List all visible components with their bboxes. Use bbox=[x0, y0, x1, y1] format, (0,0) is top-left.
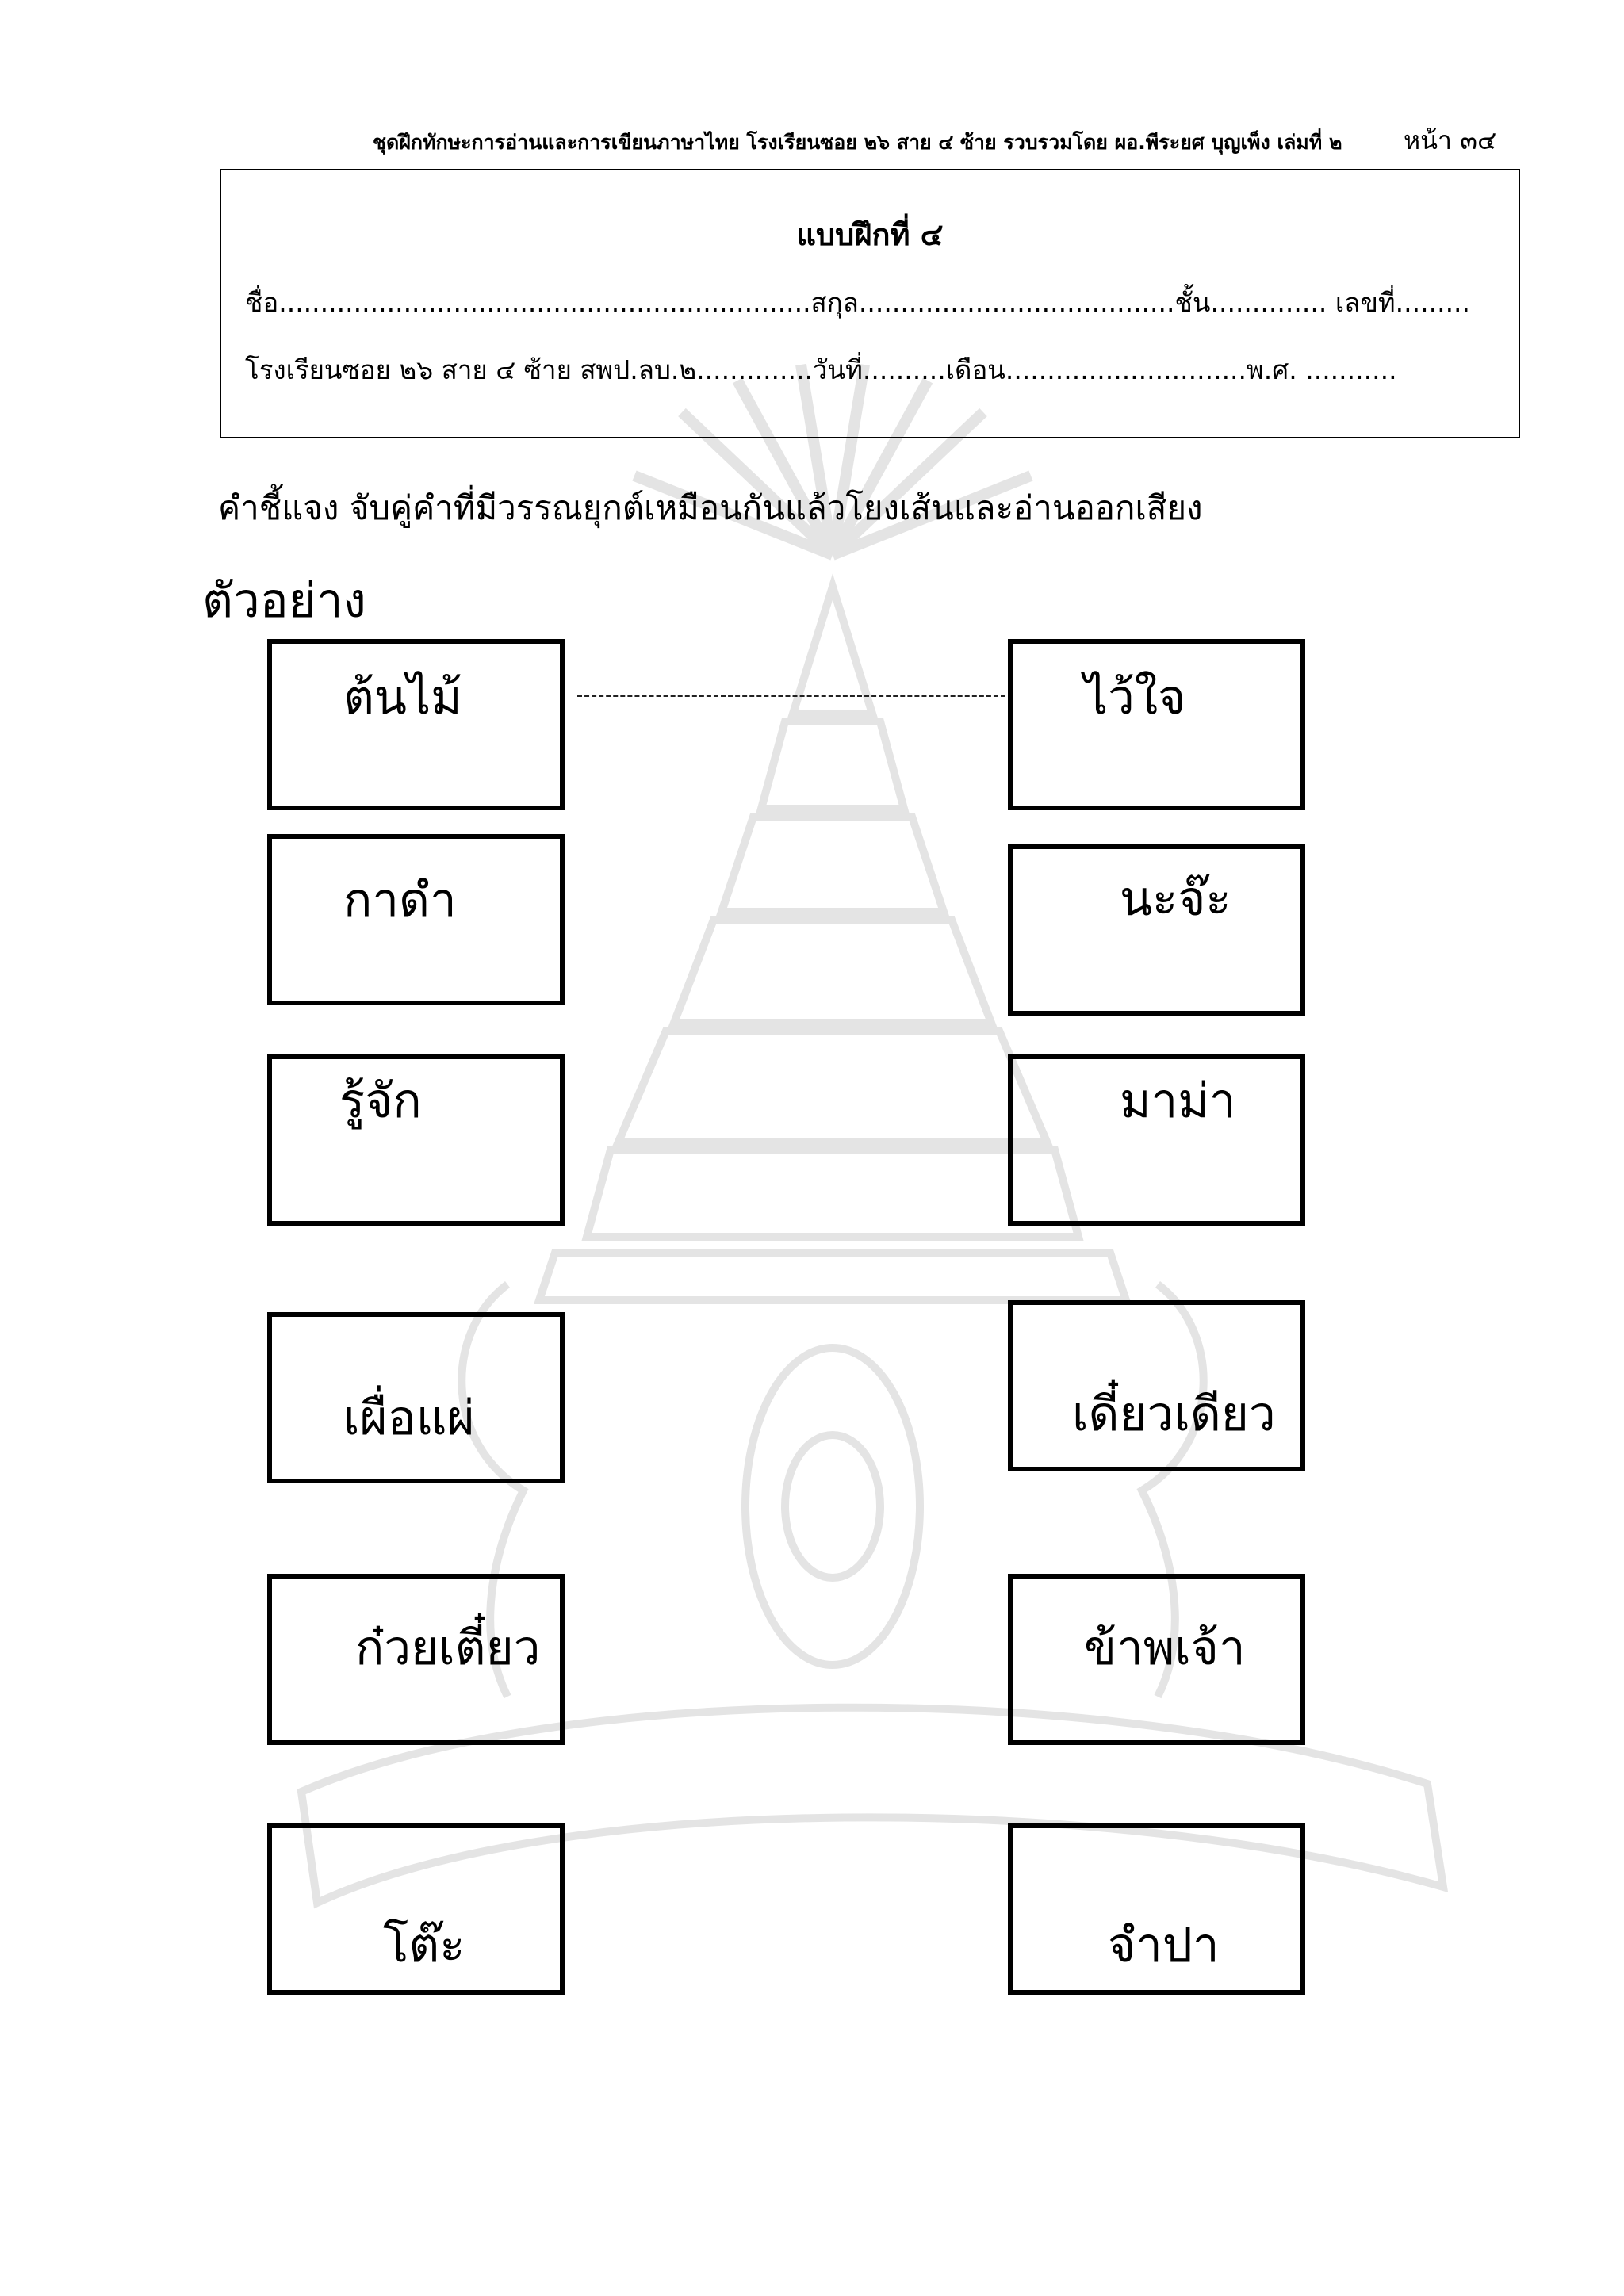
left-word-box-5[interactable] bbox=[267, 1574, 565, 1745]
right-word-5: ข้าพเจ้า bbox=[1084, 1621, 1246, 1676]
left-word-1: ต้นไม้ bbox=[343, 670, 462, 725]
right-word-4: เดี๋ยวเดียว bbox=[1072, 1387, 1276, 1442]
left-word-4: เผื่อแผ่ bbox=[343, 1391, 475, 1446]
right-word-box-6[interactable] bbox=[1008, 1823, 1305, 1995]
right-word-box-2[interactable] bbox=[1008, 844, 1305, 1016]
left-word-box-4[interactable] bbox=[267, 1312, 565, 1483]
right-word-2: นะจ๊ะ bbox=[1120, 871, 1231, 927]
right-word-6: จำปา bbox=[1108, 1918, 1220, 1973]
left-word-2: กาดำ bbox=[343, 873, 457, 928]
page-header bbox=[373, 127, 1522, 159]
left-word-box-3[interactable] bbox=[267, 1054, 565, 1226]
right-word-box-1[interactable] bbox=[1008, 639, 1305, 810]
right-word-3: มาม่า bbox=[1120, 1073, 1236, 1129]
left-word-box-6[interactable] bbox=[267, 1823, 565, 1995]
left-word-6: โต๊ะ bbox=[383, 1918, 465, 1973]
left-word-box-1[interactable] bbox=[267, 639, 565, 810]
left-word-5: ก๋วยเตี๋ยว bbox=[355, 1621, 541, 1676]
right-word-box-5[interactable] bbox=[1008, 1574, 1305, 1745]
instruction-text: คำชี้แจง จับคู่คำที่มีวรรณยุกต์เหมือนกันแล้วโยงเส้นและอ่านออกเสียง bbox=[218, 488, 1203, 527]
student-info-box bbox=[220, 169, 1520, 438]
exercise-title: แบบฝึกที่ ๔ bbox=[796, 217, 944, 252]
left-word-3: รู้จัก bbox=[339, 1073, 422, 1129]
right-word-box-3[interactable] bbox=[1008, 1054, 1305, 1226]
header-text: ชุดฝึกทักษะการอ่านและการเขียนภาษาไทย โรงเรียนซอย ๒๖ สาย ๔ ซ้าย รวบรวมโดย ผอ.พีระยศ บุญเพ็ง เล่มที่ ๒ bbox=[373, 131, 1342, 154]
left-word-box-2[interactable] bbox=[267, 834, 565, 1005]
example-label: ตัวอย่าง bbox=[202, 573, 366, 629]
page-number: หน้า ๓๔ bbox=[1404, 125, 1497, 155]
school-row: โรงเรียนซอย ๒๖ สาย ๔ ซ้าย สพป.ลบ.๒..............วันที่..........เดือน.............................พ.ศ. ........... bbox=[245, 354, 1397, 385]
name-row: ชื่อ................................................................สกุล......................................ชั้น.............. เลขที่......... bbox=[245, 287, 1471, 318]
example-connector-line bbox=[577, 695, 1005, 697]
right-word-1: ไว้ใจ bbox=[1084, 670, 1186, 725]
right-word-box-4[interactable] bbox=[1008, 1300, 1305, 1471]
